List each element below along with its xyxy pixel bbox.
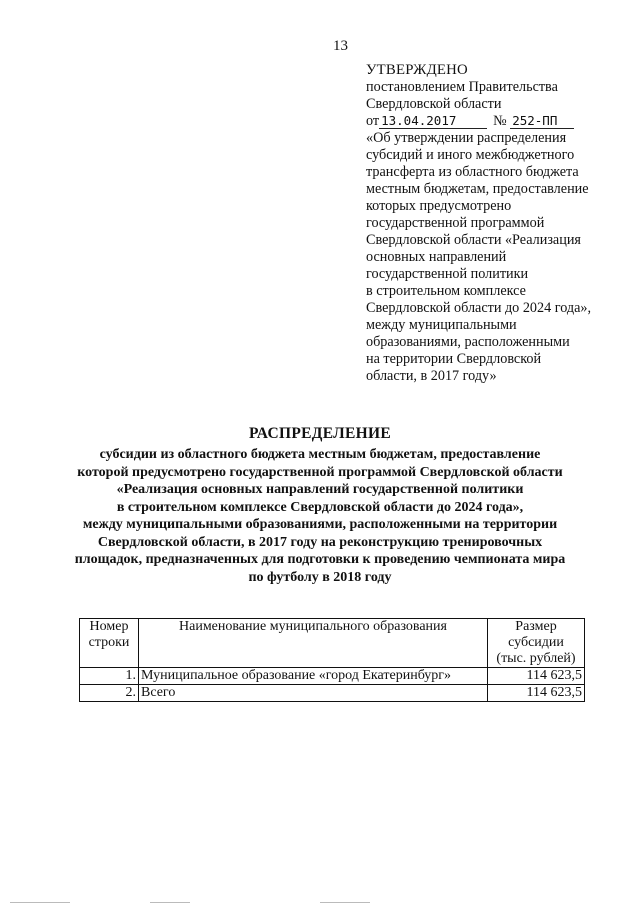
page-number: 13 bbox=[333, 38, 348, 54]
table-row bbox=[80, 685, 585, 702]
header-amount-line1: Размер субсидии bbox=[508, 619, 564, 650]
approval-block bbox=[366, 62, 628, 385]
document-title: РАСПРЕДЕЛЕНИЕ bbox=[249, 425, 391, 442]
document-subtitle: субсидии из областного бюджета местным бюджетам, предоставление которой предусмотрено государственной программой Свердловской области «Реализация основных направлений государственной политики в строительном комплексе Свердловской области до 2024 года», между муниципальными образованиями, расположенными на территории Свердловской области, в 2017 году на реконструкцию тренировочных площадок, предназначенных для подготовки к проведению чемпионата мира по футболу в 2018 году bbox=[74, 447, 566, 585]
header-row-number bbox=[80, 619, 139, 668]
header-amount bbox=[488, 619, 585, 668]
scan-artifact-marks bbox=[0, 900, 640, 905]
row-municipality: Муниципальное образование «город Екатеринбург» bbox=[139, 668, 488, 685]
document-heading bbox=[0, 425, 640, 586]
allocation-table bbox=[79, 618, 585, 702]
decree-date-number-line bbox=[366, 113, 628, 130]
approved-stamp-text: УТВЕРЖДЕНО bbox=[366, 62, 468, 78]
approval-line-2: Свердловской области bbox=[366, 96, 502, 112]
decree-title: «Об утверждении распределения субсидий и иного межбюджетного трансферта из областного бюджета местным бюджетам, предоставление которых предусмотрено государственной программой Свердловской области «Реализация основных направлений государственной политики в строительном комплексе Свердловской области до 2024 года», между муниципальными образованиями, расположенными на территории Свердловской области, в 2017 году» bbox=[366, 130, 592, 384]
date-prefix: от bbox=[366, 113, 380, 129]
header-row-number-line2: строки bbox=[88, 635, 130, 650]
header-amount-line2: (тыс. рублей) bbox=[496, 651, 576, 666]
row-municipality: Всего bbox=[139, 685, 488, 702]
row-number: 1. bbox=[80, 668, 139, 685]
header-municipality: Наименование муниципального образования bbox=[139, 619, 488, 668]
table-header-row bbox=[80, 619, 585, 668]
row-amount: 114 623,5 bbox=[488, 668, 585, 685]
approval-line-1: постановлением Правительства bbox=[366, 79, 558, 95]
row-number: 2. bbox=[80, 685, 139, 702]
row-amount: 114 623,5 bbox=[488, 685, 585, 702]
number-label: № bbox=[493, 113, 507, 129]
decree-date: 13.04.2017 bbox=[379, 114, 487, 129]
decree-number: 252-ПП bbox=[510, 114, 574, 129]
header-row-number-line1: Номер bbox=[89, 619, 129, 634]
table-row bbox=[80, 668, 585, 685]
